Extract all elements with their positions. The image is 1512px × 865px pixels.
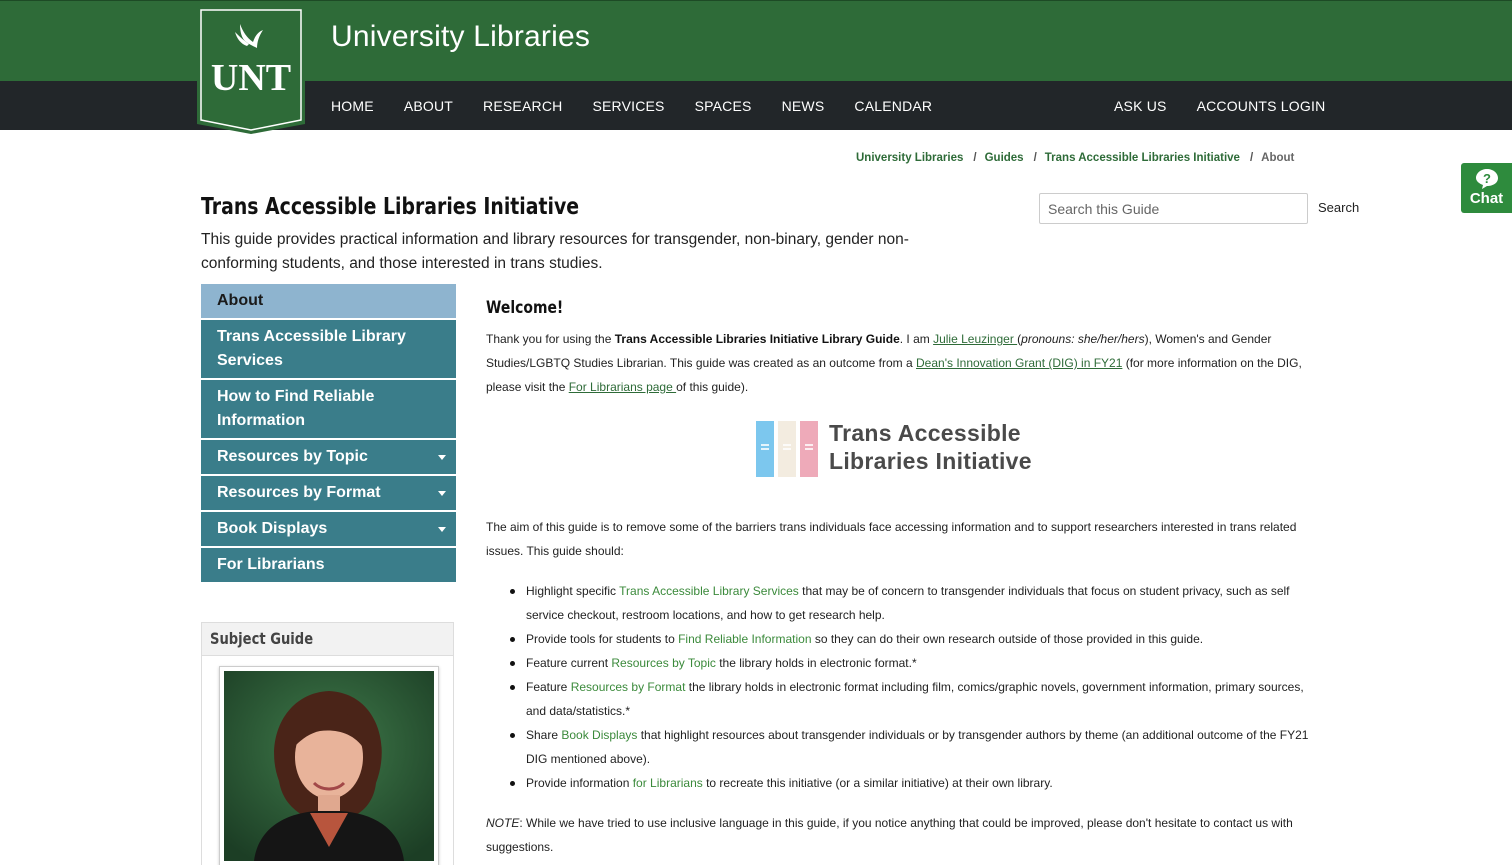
nav-services[interactable]: SERVICES — [592, 97, 665, 114]
caret-down-icon[interactable] — [438, 491, 446, 496]
breadcrumb: University Libraries / Guides / Trans Accessible Libraries Initiative / About — [856, 152, 1295, 164]
list-item: Feature Resources by Format the library holds in electronic format including film, comics/graphic novels, government information, primary sources, and data/statistics.* — [526, 675, 1312, 723]
list-item: Feature current Resources by Topic the library holds in electronic format.* — [526, 651, 1312, 675]
aim-paragraph: The aim of this guide is to remove some of the barriers trans individuals face accessing information and to support researchers interested in trans related issues. This guide should: — [486, 520, 1297, 558]
list-item: Provide tools for students to Find Reliable Information so they can do their own research outside of those provided in this guide. — [526, 627, 1312, 651]
nav-calendar[interactable]: CALENDAR — [854, 97, 933, 114]
guide-search-input[interactable] — [1039, 193, 1308, 224]
utility-nav — [1114, 81, 1355, 130]
caret-down-icon[interactable] — [438, 455, 446, 460]
svg-text:?: ? — [1483, 171, 1491, 186]
caret-down-icon[interactable] — [438, 527, 446, 532]
sidenav-item-resources-by-topic[interactable]: Resources by Topic — [201, 440, 456, 474]
breadcrumb-current: About — [1261, 152, 1295, 164]
sidenav-item-for-librarians[interactable]: For Librarians — [201, 548, 456, 582]
librarian-name-link[interactable]: Julie Leuzinger — [933, 332, 1018, 346]
nav-spaces[interactable]: SPACES — [694, 97, 752, 114]
subject-guide-box — [201, 622, 454, 865]
chat-button[interactable] — [1461, 163, 1512, 213]
note-paragraph: NOTE: While we have tried to use inclusive language in this guide, if you notice anything that could be improved, please don't hesitate to contact us with suggestions. — [486, 816, 1293, 854]
librarian-photo — [219, 666, 439, 865]
resources-by-topic-link[interactable]: Resources by Topic — [611, 656, 716, 670]
subject-guide-heading: Subject Guide — [202, 623, 453, 656]
dig-grant-link[interactable]: Dean's Innovation Grant (DIG) in FY21 — [916, 356, 1123, 370]
for-librarians-link[interactable]: for Librarians — [632, 776, 703, 790]
sidenav-item-resources-by-format[interactable]: Resources by Format — [201, 476, 456, 510]
nav-research[interactable]: RESEARCH — [483, 97, 563, 114]
guide-side-nav — [201, 284, 456, 584]
chat-bubble-question-icon — [1475, 168, 1499, 190]
resources-by-format-link[interactable]: Resources by Format — [570, 680, 686, 694]
breadcrumb-guide[interactable]: Trans Accessible Libraries Initiative — [1044, 152, 1240, 164]
unt-logo[interactable] — [195, 6, 307, 134]
search-button[interactable]: Search — [1318, 200, 1360, 215]
svg-text:UNT: UNT — [210, 57, 292, 99]
nav-ask-us[interactable]: ASK US — [1114, 97, 1167, 114]
unt-banner-icon — [195, 6, 307, 134]
for-librarians-page-link[interactable]: For Librarians page — [568, 380, 677, 394]
guide-description: This guide provides practical information and library resources for transgender, non-binary, gender non-conforming students, and those interested in trans studies. — [201, 231, 909, 272]
chat-label: Chat — [1469, 190, 1504, 207]
intro-paragraph: Thank you for using the Trans Accessible Libraries Initiative Library Guide. I am Julie Leuzinger (pronouns: she/her/hers), Women's and Gender Studies/LGBTQ Studies Librarian. This guide was created as an outcome from a Dean's Innovation Grant (DIG) in FY21 (for more information on the DIG, please visit the For Librarians page of this guide). — [486, 332, 1302, 394]
list-item: Highlight specific Trans Accessible Library Services that may be of concern to transgender individuals that focus on student privacy, such as self service checkout, restroom locations, and how to get research help. — [526, 579, 1312, 627]
initiative-logo — [486, 409, 1312, 513]
reliable-information-link[interactable]: Find Reliable Information — [678, 632, 812, 646]
guide-title: Trans Accessible Libraries Initiative — [201, 194, 580, 220]
guide-goals-list — [486, 579, 1312, 795]
sidenav-item-reliable-information[interactable]: How to Find Reliable Information — [201, 380, 456, 438]
sidenav-item-library-services[interactable]: Trans Accessible Library Services — [201, 320, 456, 378]
initiative-logo-text: Trans Accessible Libraries Initiative — [829, 420, 1032, 474]
list-item: Share Book Displays that highlight resources about transgender individuals or by transgender authors by theme (an additional outcome of the FY21 DIG mentioned above). — [526, 723, 1312, 771]
nav-home[interactable]: HOME — [331, 97, 374, 114]
librarian-portrait-icon — [224, 671, 434, 861]
sidenav-item-about[interactable]: About — [201, 284, 456, 318]
nav-about[interactable]: ABOUT — [403, 97, 454, 114]
main-content — [486, 296, 1312, 859]
breadcrumb-guides[interactable]: Guides — [984, 152, 1024, 164]
welcome-heading: Welcome! — [486, 298, 564, 318]
nav-accounts-login[interactable]: ACCOUNTS LOGIN — [1196, 97, 1326, 114]
list-item: Provide information for Librarians to recreate this initiative (or a similar initiative) at their own library. — [526, 771, 1312, 795]
book-displays-link[interactable]: Book Displays — [561, 728, 638, 742]
main-nav — [331, 81, 962, 130]
site-title[interactable]: University Libraries — [331, 20, 591, 53]
library-services-link[interactable]: Trans Accessible Library Services — [619, 584, 799, 598]
breadcrumb-university-libraries[interactable]: University Libraries — [856, 152, 964, 164]
sidenav-item-book-displays[interactable]: Book Displays — [201, 512, 456, 546]
trans-flag-bars-icon — [754, 421, 818, 477]
nav-news[interactable]: NEWS — [781, 97, 825, 114]
